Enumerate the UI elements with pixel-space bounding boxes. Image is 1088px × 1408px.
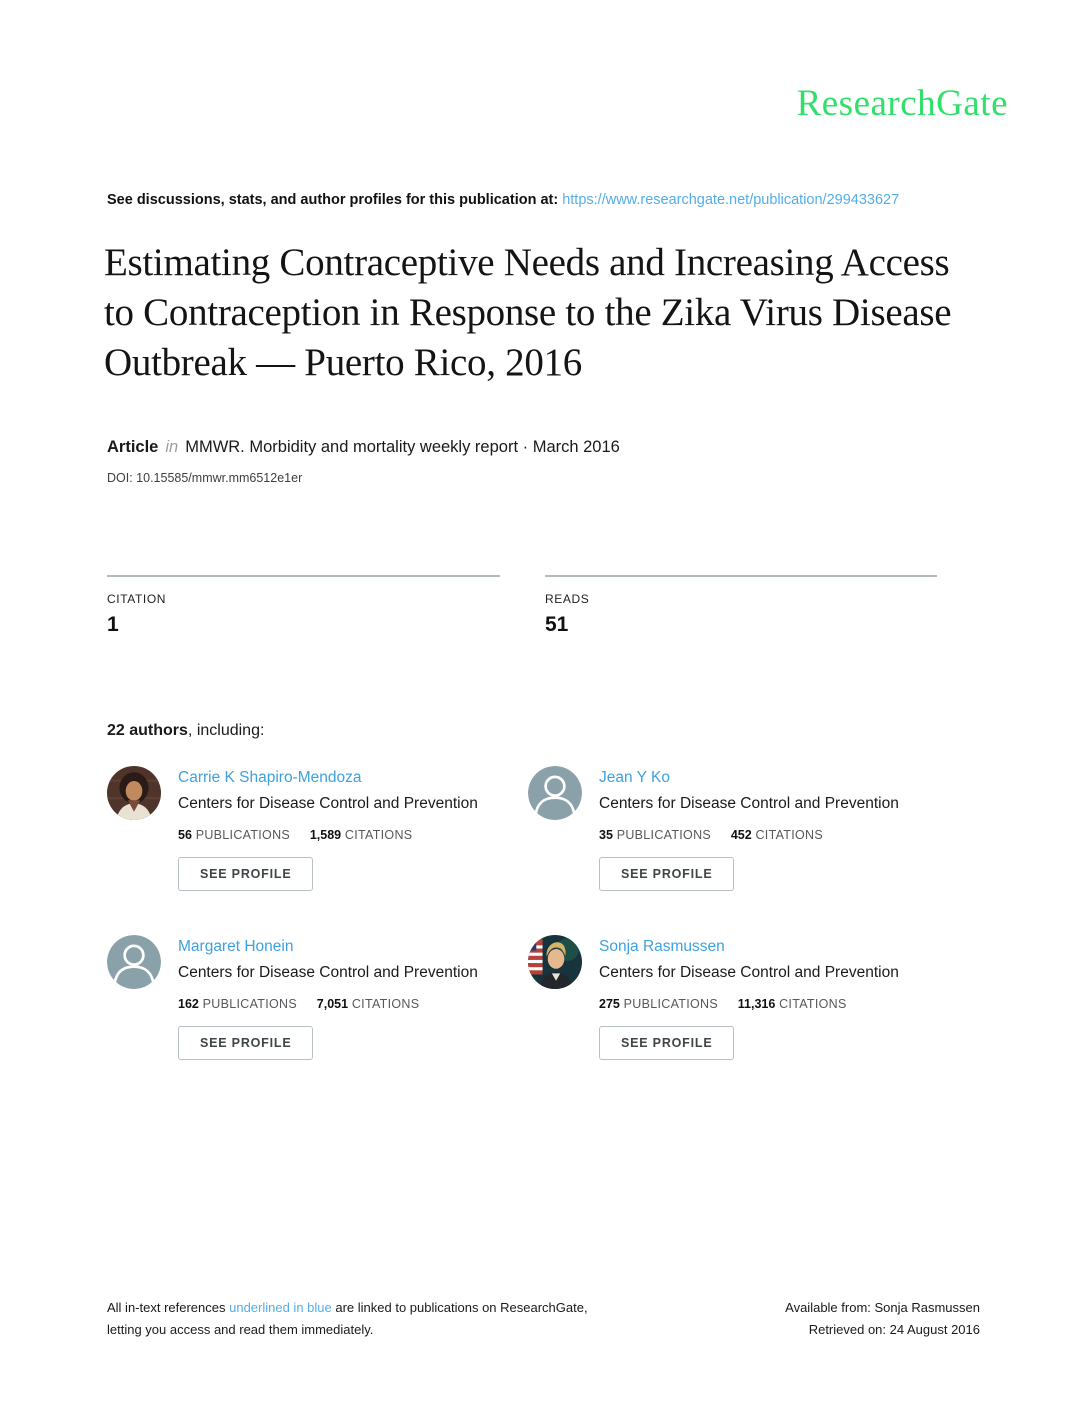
author-name-link[interactable]: Sonja Rasmussen: [599, 938, 725, 955]
header-note: [107, 192, 899, 208]
footer-left-line1: [107, 1297, 588, 1319]
citations-label: CITATIONS: [755, 828, 823, 842]
authors-heading-rest: , including:: [187, 722, 265, 739]
reads-count: 51: [545, 613, 569, 636]
citation-metric: [107, 575, 500, 637]
author-card: [107, 935, 528, 1068]
journal-source: MMWR. Morbidity and mortality weekly report · March 2016: [185, 438, 620, 456]
author-info: [178, 766, 528, 891]
author-avatar[interactable]: [528, 935, 582, 989]
author-name-link[interactable]: Jean Y Ko: [599, 769, 670, 786]
publications-label: PUBLICATIONS: [202, 997, 297, 1011]
publications-count: 56: [178, 828, 192, 842]
publication-url-link[interactable]: https://www.researchgate.net/publication/299433627: [562, 192, 900, 208]
default-person-icon: [528, 766, 582, 820]
author-avatar[interactable]: [107, 935, 161, 989]
publications-count: 35: [599, 828, 613, 842]
author-stats: [599, 997, 952, 1011]
citations-label: CITATIONS: [779, 997, 847, 1011]
author-name-link[interactable]: Carrie K Shapiro-Mendoza: [178, 769, 362, 786]
citations-count: 11,316: [737, 997, 776, 1011]
footer: [107, 1297, 980, 1341]
author-card: [528, 766, 952, 899]
citations-count: 1,589: [309, 828, 342, 842]
paper-title: Estimating Contraceptive Needs and Increasing Access to Contraception in Response to the Zika Virus Disease Outbreak — Puerto Rico, 2016: [104, 241, 952, 384]
reads-metric: [545, 575, 937, 637]
article-meta: [107, 438, 620, 457]
authors-grid: [107, 766, 952, 1068]
see-profile-button[interactable]: SEE PROFILE: [599, 857, 734, 891]
authors-count: 22 authors: [107, 722, 188, 739]
author-card: [107, 766, 528, 899]
footer-retrieved-on: Retrieved on: 24 August 2016: [808, 1322, 980, 1337]
article-type-label: Article: [107, 438, 159, 456]
author-card: [528, 935, 952, 1068]
publications-label: PUBLICATIONS: [616, 828, 712, 842]
in-word: in: [165, 438, 179, 456]
reads-label: READS: [545, 592, 590, 606]
footer-right-note: [785, 1297, 980, 1341]
publications-count: 275: [599, 997, 620, 1011]
authors-heading: [107, 722, 264, 740]
see-profile-button[interactable]: SEE PROFILE: [178, 1026, 313, 1060]
author-avatar[interactable]: [107, 766, 161, 820]
portrait-photo-icon: [528, 935, 582, 989]
footer-left-pre: All in-text references: [107, 1300, 230, 1315]
citations-label: CITATIONS: [344, 828, 413, 842]
author-stats: [599, 828, 952, 842]
see-profile-button[interactable]: SEE PROFILE: [178, 857, 313, 891]
footer-underlined-link[interactable]: underlined in blue: [229, 1300, 332, 1315]
publications-label: PUBLICATIONS: [623, 997, 718, 1011]
header-note-text: See discussions, stats, and author profiles for this publication at:: [107, 192, 563, 208]
citation-label: CITATION: [107, 592, 167, 606]
author-avatar[interactable]: [528, 766, 582, 820]
citations-count: 452: [730, 828, 752, 842]
footer-left-note: [107, 1297, 588, 1341]
author-info: [178, 935, 528, 1060]
see-profile-button[interactable]: SEE PROFILE: [599, 1026, 734, 1060]
author-info: [599, 766, 952, 891]
author-affiliation: Centers for Disease Control and Prevention: [599, 964, 899, 981]
author-info: [599, 935, 952, 1060]
footer-available-from: Available from: Sonja Rasmussen: [785, 1300, 980, 1315]
metrics-section: [107, 575, 937, 637]
default-person-icon: [107, 935, 161, 989]
citations-label: CITATIONS: [351, 997, 420, 1011]
footer-left-line2: letting you access and read them immediately.: [107, 1322, 374, 1337]
author-affiliation: Centers for Disease Control and Prevention: [599, 795, 899, 812]
author-affiliation: Centers for Disease Control and Prevention: [178, 795, 478, 812]
researchgate-logo: ResearchGate: [796, 83, 1008, 124]
publications-label: PUBLICATIONS: [195, 828, 291, 842]
publications-count: 162: [178, 997, 199, 1011]
author-name-link[interactable]: Margaret Honein: [178, 938, 294, 955]
citations-count: 7,051: [316, 997, 349, 1011]
author-stats: [178, 828, 528, 842]
portrait-photo-icon: [107, 766, 161, 820]
footer-left-post: are linked to publications on ResearchGate,: [331, 1300, 588, 1315]
citation-count: 1: [107, 613, 119, 636]
author-affiliation: Centers for Disease Control and Prevention: [178, 964, 478, 981]
reads-divider: [545, 575, 937, 577]
author-stats: [178, 997, 528, 1011]
doi-text: DOI: 10.15585/mmwr.mm6512e1er: [107, 471, 303, 485]
citation-divider: [107, 575, 500, 577]
